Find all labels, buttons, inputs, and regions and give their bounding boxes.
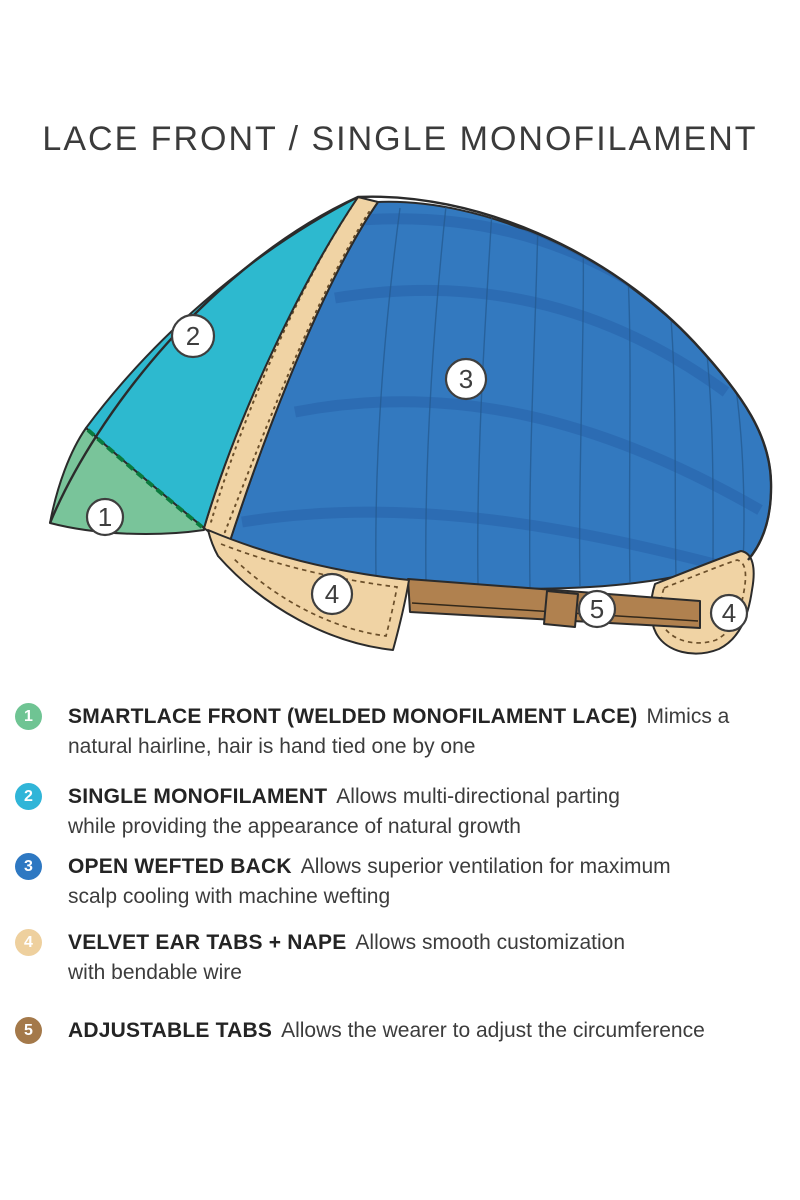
legend-1-line2: natural hairline, hair is hand tied one by one: [68, 735, 476, 758]
svg-text:1: 1: [97, 502, 113, 533]
legend-badge-2: [15, 783, 42, 810]
svg-text:4: 4: [721, 598, 737, 629]
callout-open-wefted-back: [446, 359, 486, 399]
legend-badge-1-number: 1: [24, 708, 33, 725]
strap-buckle: [544, 591, 578, 627]
legend-item-velvet-ear-tabs: [15, 928, 790, 988]
legend-item-adjustable-tabs: [15, 1016, 790, 1046]
legend-5-line1: ADJUSTABLE TABS Allows the wearer to adjust the circumference: [68, 1019, 705, 1042]
legend-4-line1: VELVET EAR TABS + NAPE Allows smooth customization: [68, 931, 626, 954]
callout-single-monofilament: [172, 315, 214, 357]
callout-smartlace-front: [87, 499, 123, 535]
legend-3-line1: OPEN WEFTED BACK Allows superior ventilation for maximum: [68, 855, 671, 878]
svg-text:5: 5: [589, 594, 605, 625]
page-title: LACE FRONT / SINGLE MONOFILAMENT: [42, 120, 758, 158]
legend-badge-3: [15, 853, 42, 880]
legend-1-line1: SMARTLACE FRONT (WELDED MONOFILAMENT LACE) Mimics a: [68, 705, 730, 728]
legend-badge-2-number: 2: [24, 788, 33, 805]
legend-item-open-wefted-back: [15, 852, 790, 912]
legend-badge-5: [15, 1017, 42, 1044]
callout-ear-tab-right: [711, 595, 747, 631]
legend-item-smartlace-front: [15, 702, 790, 762]
legend-item-single-monofilament: [15, 782, 790, 842]
legend-badge-4-number: 4: [24, 934, 33, 951]
callout-adjustable-tab: [579, 591, 615, 627]
svg-text:2: 2: [185, 321, 201, 352]
legend-badge-1: [15, 703, 42, 730]
legend-2-line2: while providing the appearance of natural growth: [68, 815, 521, 838]
legend-badge-3-number: 3: [24, 858, 33, 875]
svg-text:3: 3: [458, 364, 474, 395]
svg-text:4: 4: [324, 579, 340, 610]
callout-ear-tab-left: [312, 574, 352, 614]
legend-2-line1: SINGLE MONOFILAMENT Allows multi-directional parting: [68, 785, 620, 808]
legend-badge-5-number: 5: [24, 1022, 33, 1039]
legend-4-line2: with bendable wire: [68, 961, 242, 984]
legend-3-line2: scalp cooling with machine wefting: [68, 885, 391, 908]
legend-badge-4: [15, 929, 42, 956]
wig-cap-diagram: [0, 180, 800, 700]
